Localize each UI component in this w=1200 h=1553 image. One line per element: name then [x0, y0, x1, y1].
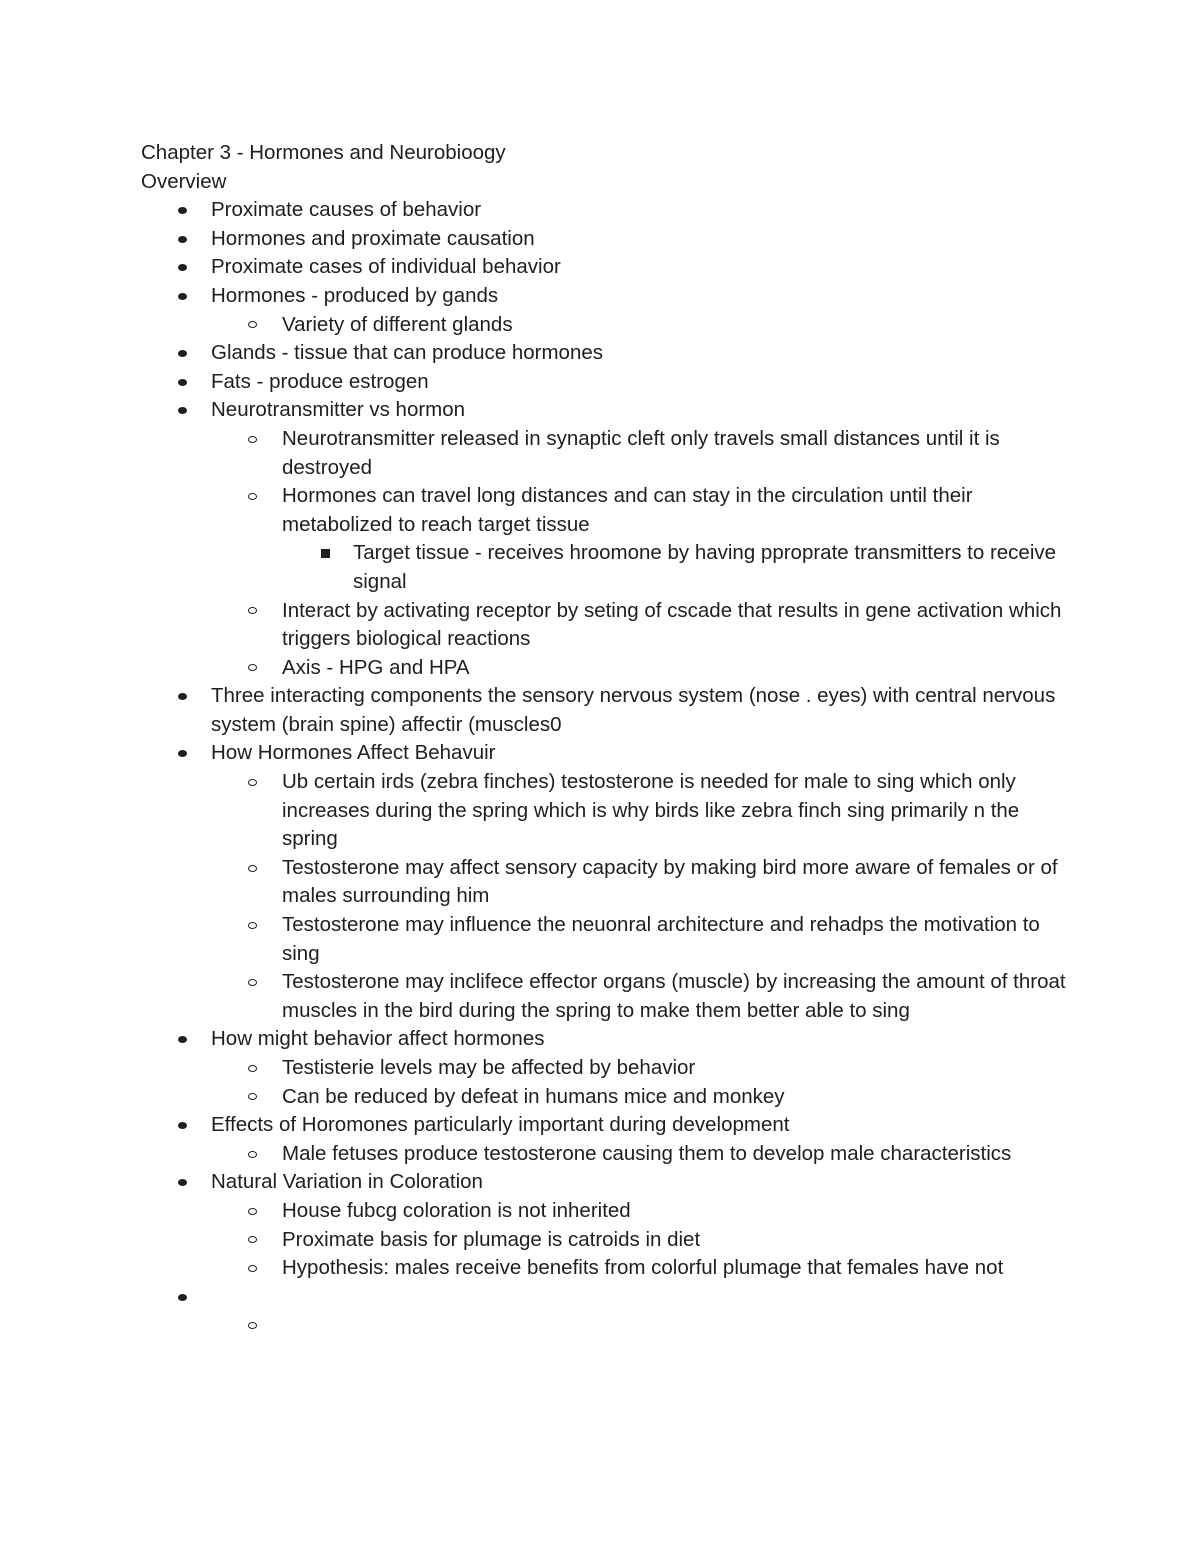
list-item: [211, 968, 1071, 1025]
bullet-disc-icon: [178, 236, 187, 243]
list-item-text: Glands - tissue that can produce hormones: [211, 341, 603, 365]
bullet-circle-icon: [248, 1065, 257, 1072]
list-item: [141, 282, 1071, 339]
bullet-list: [141, 196, 1071, 1340]
list-item-text: Three interacting components the sensory nervous system (nose . eyes) with central nervous system (brain spine) affectir (muscles0: [211, 684, 1056, 736]
bullet-circle-icon: [248, 1208, 257, 1215]
list-item-text: Hormones can travel long distances and can stay in the circulation until their metabolized to reach target tissue: [282, 484, 973, 536]
list-item: [211, 768, 1071, 854]
list-item-text: House fubcg coloration is not inherited: [282, 1198, 631, 1222]
bullet-disc-icon: [178, 379, 187, 386]
bullet-circle-icon: [248, 1322, 257, 1329]
list-item: [211, 1226, 1071, 1255]
list-item-text: Testisterie levels may be affected by behavior: [282, 1056, 696, 1079]
bullet-circle-icon: [248, 979, 257, 986]
bullet-circle-icon: [248, 865, 257, 872]
list-item: [211, 425, 1071, 482]
bullet-disc-icon: [178, 264, 187, 271]
list-item: [141, 196, 1071, 225]
list-item: [141, 1283, 1071, 1340]
list-item: [141, 1025, 1071, 1111]
nested-list: [141, 311, 1071, 340]
bullet-disc-icon: [178, 693, 187, 700]
list-item-text: Effects of Horomones particularly important during development: [211, 1113, 790, 1137]
bullet-disc-icon: [178, 750, 187, 757]
list-item-text: Male fetuses produce testosterone causing them to develop male characteristics: [282, 1141, 1012, 1165]
bullet-disc-icon: [178, 350, 187, 357]
list-item: [141, 253, 1071, 282]
list-item: [141, 368, 1071, 397]
list-item: [141, 1168, 1071, 1282]
list-item: [141, 225, 1071, 254]
bullet-disc-icon: [178, 293, 187, 300]
list-item: [211, 1197, 1071, 1226]
bullet-disc-icon: [178, 207, 187, 214]
bullet-circle-icon: [248, 436, 257, 443]
bullet-circle-icon: [248, 779, 257, 786]
list-item-text: Target tissue - receives hroomone by having pproprate transmitters to receive signal: [353, 541, 1057, 593]
nested-list: [211, 539, 1071, 596]
nested-list: [141, 1054, 1071, 1111]
list-item-text: Hormones and proximate causation: [211, 226, 535, 250]
list-item-text: Fats - produce estrogen: [211, 369, 429, 393]
bullet-disc-icon: [178, 1122, 187, 1129]
list-item: [141, 396, 1071, 682]
list-item-text: Proximate basis for plumage is catroids in diet: [282, 1227, 701, 1251]
list-item-text: Proximate cases of individual behavior: [211, 255, 561, 279]
nested-list: [141, 425, 1071, 682]
bullet-square-icon: [321, 549, 330, 558]
list-item: [141, 682, 1071, 739]
list-item: [211, 654, 1071, 683]
list-item: [211, 1083, 1071, 1112]
list-item-text: Ub certain irds (zebra finches) testosterone is needed for male to sing which only increases during the spring which is why birds like zebra finch sing primarily n the spring: [282, 770, 1020, 851]
list-item-text: [282, 1311, 1071, 1340]
list-item: [141, 1111, 1071, 1168]
nested-list: [141, 1140, 1071, 1169]
bullet-circle-icon: [248, 493, 257, 500]
list-item-text: Testosterone may influence the neuonral architecture and rehadps the motivation to sing: [282, 913, 1040, 965]
list-item: [141, 339, 1071, 368]
bullet-circle-icon: [248, 664, 257, 671]
list-item-text: How might behavior affect hormones: [211, 1027, 545, 1051]
list-item: [211, 311, 1071, 340]
list-item-text: Can be reduced by defeat in humans mice and monkey: [282, 1084, 785, 1108]
list-item: [211, 1054, 1071, 1083]
list-item: [211, 597, 1071, 654]
bullet-circle-icon: [248, 321, 257, 328]
list-item: [141, 739, 1071, 1025]
bullet-disc-icon: [178, 1294, 187, 1301]
list-item-text: [211, 1283, 1071, 1312]
bullet-circle-icon: [248, 922, 257, 929]
nested-list: [141, 768, 1071, 1025]
section-heading: Overview: [141, 169, 227, 193]
bullet-disc-icon: [178, 407, 187, 414]
list-item-text: Neurotransmitter vs hormon: [211, 398, 466, 422]
bullet-circle-icon: [248, 1093, 257, 1100]
list-item: [211, 1311, 1071, 1340]
bullet-disc-icon: [178, 1036, 187, 1043]
nested-list: [141, 1311, 1071, 1340]
list-item-text: Variety of different glands: [282, 312, 513, 336]
list-item-text: Hormones - produced by gands: [211, 283, 499, 307]
list-item-text: Hypothesis: males receive benefits from colorful plumage that females have not: [282, 1256, 1004, 1280]
list-item: [282, 539, 1071, 596]
document-page: [141, 139, 1071, 1340]
list-item-text: Testosterone may inclifece effector organs (muscle) by increasing the amount of throat muscles in the bird during the spring to make them better able to sing: [282, 970, 1066, 1022]
list-item: [211, 854, 1071, 911]
list-item-text: Neurotransmitter released in synaptic cleft only travels small distances until it is destroyed: [282, 426, 1000, 479]
list-item-text: Axis - HPG and HPA: [282, 655, 470, 679]
list-item-text: How Hormones Affect Behavuir: [211, 741, 496, 765]
list-item-text: Proximate causes of behavior: [211, 198, 482, 222]
list-item-text: Natural Variation in Coloration: [211, 1170, 483, 1194]
list-item: [211, 911, 1071, 968]
list-item: [211, 1140, 1071, 1169]
list-item: [211, 1254, 1071, 1283]
list-item-text: Interact by activating receptor by seting of cscade that results in gene activation which triggers biological reactions: [282, 598, 1062, 651]
bullet-circle-icon: [248, 1151, 257, 1158]
bullet-disc-icon: [178, 1179, 187, 1186]
document-title: Chapter 3 - Hormones and Neurobioogy: [141, 141, 506, 164]
bullet-circle-icon: [248, 607, 257, 614]
list-item-text: Testosterone may affect sensory capacity by making bird more aware of females or of males surrounding him: [282, 855, 1058, 908]
bullet-circle-icon: [248, 1265, 257, 1272]
nested-list: [141, 1197, 1071, 1283]
bullet-circle-icon: [248, 1236, 257, 1243]
list-item: [211, 482, 1071, 596]
